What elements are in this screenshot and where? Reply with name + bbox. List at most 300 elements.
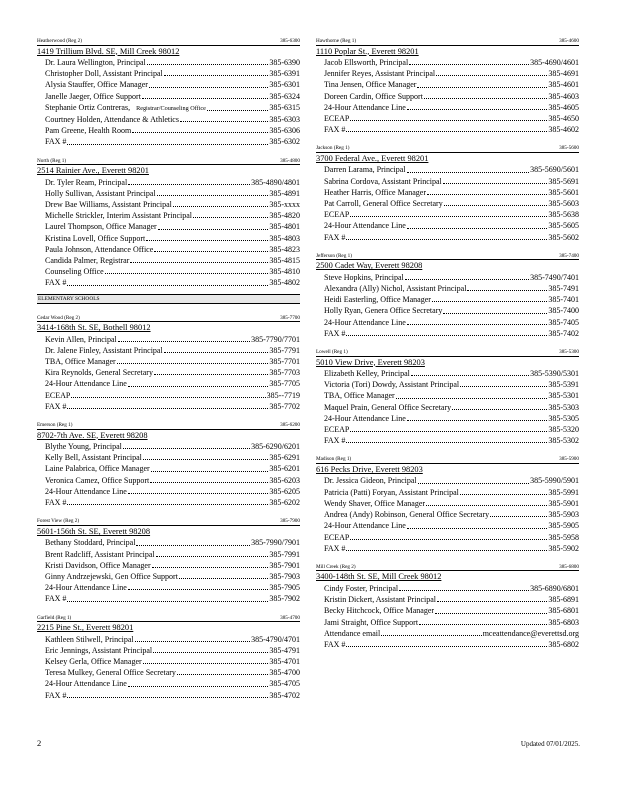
contact-phone: 385-5638	[548, 210, 579, 220]
leader-dots	[405, 279, 529, 280]
contact-row	[37, 57, 300, 68]
address-text: 2514 Rainier Ave., Everett 98201	[37, 166, 149, 176]
contact-phone: 385-5601	[548, 187, 579, 197]
contact-name	[324, 390, 395, 401]
contact-name-text: Eric Jennings, Assistant Principal	[45, 645, 153, 655]
leader-dots	[350, 431, 547, 432]
school-address	[316, 154, 579, 165]
contact-name-text: Teresa Mulkey, General Office Secretary	[45, 668, 176, 678]
leader-dots	[67, 144, 268, 145]
contact-name	[324, 102, 406, 113]
leader-dots	[147, 64, 269, 65]
leader-dots	[173, 206, 268, 207]
contact-name	[324, 435, 345, 446]
contact-name-text: Maquel Prain, General Office Secretary	[324, 402, 452, 412]
contact-name-text: Kristi Davidson, Office Manager	[45, 560, 151, 570]
contact-row	[316, 628, 579, 639]
contact-phone: 385-7990/7901	[251, 538, 300, 548]
updated-date: Updated 07/01/2025.	[520, 740, 580, 748]
contact-phone: 385-5990/5901	[530, 476, 579, 486]
contact-name	[45, 378, 127, 389]
contact-phone: 385-6802	[548, 639, 579, 649]
leader-dots	[117, 363, 269, 364]
contact-name-text: Kira Reynolds, General Secretary	[45, 368, 153, 378]
contact-phone: 385-6205	[269, 486, 300, 496]
contact-phone: 385-4823	[269, 244, 300, 254]
contact-name	[324, 402, 451, 413]
contact-name-text: Elizabeth Kelley, Principal	[324, 369, 410, 379]
contact-phone: 385-5305	[548, 413, 579, 423]
contact-name-text: Jami Straight, Office Support	[324, 617, 419, 627]
contact-name	[324, 57, 408, 68]
contact-phone: 385-6290/6201	[251, 442, 300, 452]
contact-name-text: Bethany Stoddard, Principal	[45, 538, 136, 548]
school-name: Madison (Reg 1)	[316, 456, 352, 463]
contact-phone: 385-6324	[269, 91, 300, 101]
address-text: 1419 Trillium Blvd. SE, Mill Creek 98012	[37, 46, 180, 56]
contact-row	[316, 368, 579, 379]
school-block	[37, 518, 300, 604]
contact-name-text: Kristin Dickert, Assistant Principal	[324, 595, 436, 605]
contact-row	[37, 244, 300, 255]
contact-row	[37, 125, 300, 136]
contact-phone: 385-5901	[548, 498, 579, 508]
leader-dots	[136, 545, 250, 546]
leader-dots	[128, 686, 269, 687]
contact-row	[316, 294, 579, 305]
leader-dots	[150, 482, 268, 483]
contact-name	[45, 582, 127, 593]
contact-row	[37, 593, 300, 604]
contact-phone: mceattendance@everettsd.org	[482, 628, 579, 638]
contact-name	[324, 176, 442, 187]
contact-row	[37, 255, 300, 266]
contact-name	[45, 334, 117, 345]
contact-name	[324, 413, 406, 424]
contact-phone: 385-4803	[269, 233, 300, 243]
contact-phone: 385-6891	[548, 595, 579, 605]
contact-name	[45, 356, 116, 367]
school-header	[316, 145, 579, 153]
contact-name-text: Tina Jensen, Office Manager	[324, 80, 417, 90]
contact-name	[45, 114, 179, 125]
school-name: Jackson (Reg 1)	[316, 145, 350, 152]
contact-name-text: FAX #	[45, 498, 67, 508]
contact-name	[324, 283, 466, 294]
contact-name-text: ECEAP	[45, 390, 71, 400]
contact-name	[45, 593, 66, 604]
leader-dots	[143, 663, 269, 664]
contact-name	[324, 509, 489, 520]
contact-phone: 385-4602	[548, 125, 579, 135]
contact-name	[324, 475, 417, 486]
contact-row	[37, 102, 300, 114]
leader-dots	[435, 613, 547, 614]
contact-name	[45, 188, 156, 199]
contact-row	[37, 475, 300, 486]
contact-phone: 385-6803	[548, 617, 579, 627]
contact-name	[324, 164, 406, 175]
contact-row	[316, 617, 579, 628]
leader-dots	[193, 217, 268, 218]
contact-row	[316, 124, 579, 135]
address-text: 3400-148th St. SE, Mill Creek 98012	[316, 572, 442, 582]
contact-phone: 385-4603	[548, 91, 579, 101]
contact-row	[37, 401, 300, 412]
contact-name	[324, 617, 418, 628]
main-phone: 385-6800	[559, 563, 579, 570]
leader-dots	[407, 324, 548, 325]
contact-phone: 385-5691	[548, 176, 579, 186]
contact-name-text: Kelly Bell, Assistant Principal	[45, 453, 142, 463]
contact-row	[37, 221, 300, 232]
contact-name	[45, 549, 155, 560]
contact-row	[316, 424, 579, 435]
contact-row	[37, 334, 300, 345]
contact-name-text: Victoria (Tori) Dowdy, Assistant Principal	[324, 380, 460, 390]
contact-name	[324, 368, 410, 379]
contact-name	[45, 560, 151, 571]
contact-row	[316, 113, 579, 124]
contact-phone: 385-5903	[548, 510, 579, 520]
school-header	[316, 349, 579, 357]
contact-name-text: 24-Hour Attendance Line	[45, 583, 127, 593]
contact-name-text: FAX #	[324, 436, 346, 446]
leader-dots	[346, 442, 547, 443]
contact-phone: 385-4601	[548, 80, 579, 90]
contact-phone: 385-5301	[548, 391, 579, 401]
leader-dots	[158, 229, 269, 230]
leader-dots	[177, 674, 268, 675]
contact-phone: 385-6202	[269, 498, 300, 508]
contact-phone: 385-7901	[269, 560, 300, 570]
address-text: 5010 View Drive, Everett 98203	[316, 357, 425, 367]
school-block	[316, 145, 579, 242]
address-text: 3414-168th St. SE, Bothell 98012	[37, 323, 151, 333]
contact-row	[316, 187, 579, 198]
contact-name-text: 24-Hour Attendance Line	[324, 221, 406, 231]
school-block	[37, 38, 300, 148]
contact-name-text: Sabrina Cordova, Assistant Principal	[324, 176, 442, 186]
address-text: 616 Pecks Drive, Everett 98203	[316, 464, 423, 474]
leader-dots	[443, 313, 547, 314]
leader-dots	[452, 409, 547, 410]
contact-phone: 385-6302	[269, 137, 300, 147]
contact-name-text: Laurel Thompson, Office Manager	[45, 222, 157, 232]
contact-name-text: FAX #	[324, 232, 346, 242]
school-address	[37, 166, 300, 177]
contact-row	[316, 639, 579, 650]
contact-phone: 385-5958	[548, 532, 579, 542]
contact-name	[45, 125, 131, 136]
leader-dots	[396, 398, 548, 399]
leader-dots	[153, 652, 268, 653]
contact-row	[37, 136, 300, 147]
contact-name-text: ECEAP	[324, 210, 350, 220]
contact-name-text: Candida Palmer, Registrar	[45, 256, 130, 266]
contact-row	[37, 378, 300, 389]
contact-phone: 385-4605	[548, 102, 579, 112]
leader-dots	[128, 589, 269, 590]
right-column	[316, 38, 579, 660]
contact-name-text: Dr. Jalene Finley, Assistant Principal	[45, 345, 163, 355]
contact-phone: 385-7405	[548, 317, 579, 327]
address-text: 2215 Pine St., Everett 98201	[37, 623, 134, 633]
contact-name-text: Heidi Easterling, Office Manager	[324, 295, 431, 305]
leader-dots	[436, 75, 547, 76]
leader-dots	[146, 240, 268, 241]
contact-name-text: ECEAP	[324, 532, 350, 542]
contact-phone: 385-4691	[548, 69, 579, 79]
contact-phone: 385-4801	[269, 222, 300, 232]
leader-dots	[411, 375, 529, 376]
contact-phone: 385-6301	[269, 80, 300, 90]
leader-dots	[157, 195, 269, 196]
school-address	[316, 465, 579, 476]
contact-phone: 385-4815	[269, 256, 300, 266]
contact-row	[316, 68, 579, 79]
school-block	[316, 456, 579, 553]
school-name: Heatherwood (Reg 2)	[37, 38, 82, 44]
contact-name	[324, 583, 398, 594]
contact-name-text: 24-Hour Attendance Line	[45, 679, 127, 689]
contact-row	[37, 486, 300, 497]
contact-row	[37, 91, 300, 102]
contact-name-text: 24-Hour Attendance Line	[324, 102, 406, 112]
leader-dots	[123, 448, 250, 449]
leader-dots	[151, 471, 269, 472]
contact-name-text: FAX #	[324, 125, 346, 135]
contact-phone: 385-5690/5601	[530, 165, 579, 175]
contact-phone: 385-7701	[269, 357, 300, 367]
leader-dots	[460, 386, 547, 387]
leader-dots	[128, 386, 269, 387]
school-address	[316, 358, 579, 369]
contact-row	[37, 277, 300, 288]
leader-dots	[419, 624, 547, 625]
contact-row	[37, 678, 300, 689]
contact-row	[316, 272, 579, 283]
contact-name-text: Kelsey Gerla, Office Manager	[45, 656, 142, 666]
main-phone: 385-5900	[559, 456, 579, 463]
contact-name-text: Kevin Allen, Principal	[45, 334, 117, 344]
contact-phone: 385-4790/4701	[251, 634, 300, 644]
leader-dots	[444, 205, 548, 206]
contact-name	[45, 571, 178, 582]
contact-name-text: FAX #	[45, 690, 67, 700]
leader-dots	[67, 601, 268, 602]
contact-phone: 385-7402	[548, 328, 579, 338]
address-text: 1110 Poplar St., Everett 98201	[316, 46, 419, 56]
contact-name	[45, 367, 153, 378]
contact-name-text: 24-Hour Attendance Line	[324, 521, 406, 531]
contact-phone: 385-6801	[548, 606, 579, 616]
leader-dots	[407, 109, 548, 110]
leader-dots	[128, 184, 250, 185]
contact-name	[45, 537, 135, 548]
contact-row	[316, 176, 579, 187]
contact-name-text: TBA, Office Manager	[324, 391, 395, 401]
leader-dots	[407, 528, 548, 529]
contact-name	[324, 639, 345, 650]
contact-phone: 385-4891	[269, 188, 300, 198]
contact-row	[37, 79, 300, 90]
contact-row	[37, 549, 300, 560]
leader-dots	[407, 172, 530, 173]
address-text: 5601-156th St. SE, Everett 98208	[37, 526, 151, 536]
contact-name-text: Brent Radcliff, Assistant Principal	[45, 549, 155, 559]
school-address	[37, 623, 300, 634]
contact-row	[316, 328, 579, 339]
contact-name	[45, 441, 122, 452]
school-header	[316, 38, 579, 46]
main-phone: 385-7700	[280, 314, 300, 321]
contact-row	[316, 487, 579, 498]
leader-dots	[180, 121, 268, 122]
contact-row	[37, 356, 300, 367]
leader-dots	[135, 641, 250, 642]
contact-name	[45, 102, 206, 114]
contact-name	[324, 187, 426, 198]
leader-dots	[154, 374, 268, 375]
contact-row	[37, 645, 300, 656]
contact-name-text: TBA, Office Manager	[45, 357, 116, 367]
contact-phone: 385-7705	[269, 379, 300, 389]
school-block	[37, 422, 300, 508]
contact-row	[316, 164, 579, 175]
contact-name	[324, 124, 345, 135]
contact-phone: 385-6390	[269, 58, 300, 67]
contact-name-text: Alysia Stauffer, Office Manager	[45, 80, 148, 90]
school-block	[316, 253, 579, 339]
contact-name	[324, 605, 434, 616]
contact-row	[316, 390, 579, 401]
contact-phone: 385-6306	[269, 126, 300, 136]
contact-row	[37, 188, 300, 199]
address-text: 2500 Cadet Way, Everett 98208	[316, 261, 423, 271]
leader-dots	[132, 132, 268, 133]
school-header	[37, 422, 300, 430]
contact-row	[316, 475, 579, 486]
contact-name-text: Steve Hopkins, Principal	[324, 272, 404, 282]
leader-dots	[399, 590, 529, 591]
contact-phone: 385-6203	[269, 475, 300, 485]
contact-phone: 385-4701	[269, 656, 300, 666]
school-name: Cedar Wood (Reg 2)	[37, 314, 80, 321]
school-block	[316, 564, 579, 650]
leader-dots	[346, 646, 547, 647]
school-address	[37, 527, 300, 538]
contact-name	[324, 520, 406, 531]
contact-row	[316, 102, 579, 113]
school-header	[316, 564, 579, 572]
leader-dots	[130, 262, 268, 263]
contact-phone: 385-5605	[548, 221, 579, 231]
contact-name	[45, 475, 149, 486]
leader-dots	[152, 567, 269, 568]
contact-name-text: Alexandra (Ally) Nichol, Assistant Principal	[324, 284, 467, 294]
leader-dots	[426, 505, 547, 506]
contact-name	[45, 266, 104, 277]
page-number: 2	[37, 738, 42, 748]
contact-row	[37, 537, 300, 548]
contact-name	[45, 486, 127, 497]
contact-name-text: FAX #	[45, 278, 67, 288]
contact-phone: 385-4810	[269, 267, 300, 277]
contact-name	[45, 277, 66, 288]
contact-name	[45, 452, 142, 463]
contact-row	[37, 177, 300, 188]
contact-phone: 385-7703	[269, 368, 300, 378]
contact-phone: 385-7490/7401	[530, 272, 579, 282]
contact-row	[316, 305, 579, 316]
contact-row	[37, 656, 300, 667]
school-name: Hawthorne (Reg 1)	[316, 38, 357, 44]
leader-dots	[67, 504, 268, 505]
contact-name	[45, 255, 129, 266]
main-phone: 385-4600	[559, 38, 579, 44]
contact-name-text: FAX #	[324, 543, 346, 553]
leader-dots	[407, 420, 548, 421]
contact-name	[45, 345, 163, 356]
contact-phone: 385-7401	[548, 295, 579, 305]
leader-dots	[350, 539, 547, 540]
contact-phone: 385-7400	[548, 306, 579, 316]
leader-dots	[490, 516, 547, 517]
contact-phone: 385--7719	[266, 390, 300, 400]
contact-name-text: Michelle Strickler, Interim Assistant Principal	[45, 211, 192, 221]
contact-row	[316, 543, 579, 554]
contact-row	[37, 114, 300, 125]
contact-row	[316, 79, 579, 90]
school-header	[37, 38, 300, 46]
school-name: Lowell (Reg 1)	[316, 349, 348, 356]
main-phone: 385-5300	[559, 349, 579, 356]
contact-name	[45, 79, 148, 90]
address-text: 8702-7th Ave. SE, Everett 98208	[37, 430, 148, 440]
school-header	[316, 253, 579, 261]
contact-name	[45, 690, 66, 701]
contact-row	[37, 233, 300, 244]
contact-row	[316, 91, 579, 102]
contact-phone: 385-7790/7701	[251, 334, 300, 344]
contact-name-text: Kathleen Stilwell, Principal	[45, 634, 134, 644]
contact-name-text: Andrea (Andy) Robinson, General Office Secretary	[324, 510, 490, 520]
section-heading: ELEMENTARY SCHOOLS	[37, 294, 300, 304]
contact-phone: 385-4802	[269, 278, 300, 288]
contact-phone: 385-7905	[269, 583, 300, 593]
contact-phone: 385-7791	[269, 345, 300, 355]
contact-phone: 385-6201	[269, 464, 300, 474]
contact-row	[37, 199, 300, 210]
leader-dots	[154, 251, 268, 252]
contact-name-text: Jennifer Reyes, Assistant Principal	[324, 69, 436, 79]
contact-name-text: FAX #	[45, 401, 67, 411]
contact-name-text: Dr. Tyler Ream, Principal	[45, 177, 128, 187]
contact-phone: 385-6303	[269, 115, 300, 125]
main-phone: 385-4700	[280, 614, 300, 621]
leader-dots	[437, 601, 547, 602]
contact-row	[37, 667, 300, 678]
contact-name-text: ECEAP	[324, 425, 350, 435]
contact-phone: 385-6315	[269, 102, 300, 112]
contact-name	[45, 656, 142, 667]
left-column	[37, 38, 300, 711]
contact-phone: 385-4702	[269, 690, 300, 700]
contact-name-text: Attendance email	[324, 628, 381, 638]
contact-phone: 385-5603	[548, 199, 579, 209]
contact-phone: 385-5602	[548, 232, 579, 242]
